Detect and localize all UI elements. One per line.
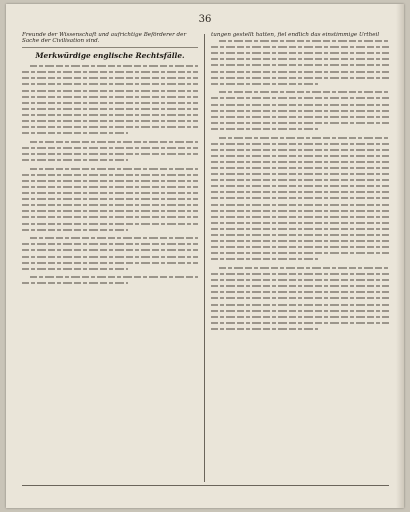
- left-paragraphs: [22, 63, 198, 286]
- text-line: [22, 130, 198, 136]
- continued-text-left-line-2: Sache der Civilisation sind.: [22, 38, 100, 45]
- section-rule: [22, 47, 198, 48]
- text-line: [211, 81, 389, 87]
- text-line: [211, 326, 389, 332]
- right-paragraph: [211, 265, 389, 332]
- left-paragraph: [22, 166, 198, 233]
- text-line: [22, 266, 198, 272]
- left-paragraph: [22, 63, 198, 136]
- right-column: [211, 32, 389, 482]
- text-line: [22, 157, 198, 163]
- left-paragraph: [22, 139, 198, 163]
- right-paragraph: [211, 135, 389, 263]
- column-divider: [204, 34, 205, 482]
- left-paragraph: [22, 274, 198, 286]
- document-page: [6, 4, 404, 508]
- text-line: [22, 280, 198, 286]
- page-number: 36: [198, 14, 212, 25]
- section-heading: Merkwürdige englische Rechtsfälle.: [35, 51, 185, 61]
- continued-text-left-line-1: Freunde der Wissenschaft und aufrichtige Beförderer der: [22, 32, 187, 38]
- text-line: [211, 126, 389, 132]
- page-edge-shadow: [396, 4, 404, 508]
- left-paragraph: [22, 235, 198, 272]
- left-column: [22, 32, 198, 482]
- continued-text-right-line-1: tungen gestellt hatten, fiel endlich das einstimmige Urtheil: [211, 32, 380, 38]
- right-paragraphs: [211, 38, 389, 332]
- footer-rule: [22, 485, 389, 486]
- right-paragraph: [211, 38, 389, 87]
- text-line: [22, 227, 198, 233]
- right-paragraph: [211, 89, 389, 132]
- text-line: [211, 256, 389, 262]
